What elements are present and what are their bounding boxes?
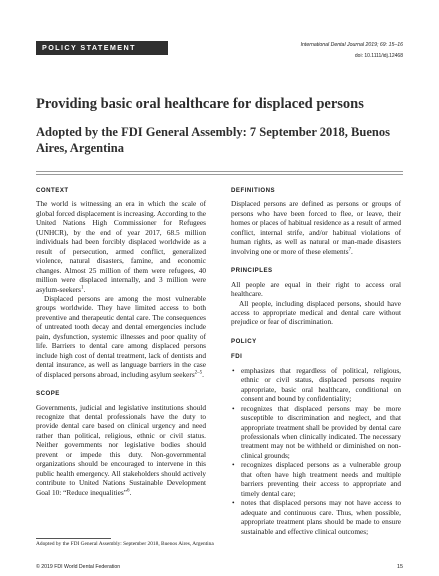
reference-link[interactable]: 6 — [126, 488, 130, 494]
context-paragraph-2: Displaced persons are among the most vulnerable groups worldwide. They have limited access to both preventive and therapeutic dental care. The consequences of untreated tooth decay and dental emergencies include pain, dysfunction, systemic illnesses and poor quality of life. Barriers to dental care among displaced persons include high cost of dental treatment, lack of dentists and dental insurance, as well as language barriers in the case of displaced persons abroad, including asylum seekers$^{2-5}$. — [36, 293, 206, 379]
footnote-divider — [36, 538, 111, 539]
policy-bullet: • notes that displaced persons may not have access to adequate and continuous care. Thus, when possible, appropriate treatment plans should be made to ensure sustainable and effective clinical outcomes; — [231, 498, 401, 536]
copyright-notice: © 2019 FDI World Dental Federation — [36, 564, 121, 570]
definitions-paragraph-1: Displaced persons are defined as persons or groups of persons who have been forced to flee, or leave, their homes or places of habitual residence as a result of armed conflict, internal strife, and/or habitual violations of human rights, as well as natural or man-made disasters involving one or more of these elements$^7$. — [231, 199, 401, 256]
doi[interactable]: doi: 10.1111/idj.12468 — [354, 53, 403, 59]
principles-paragraph-1: All people are equal in their right to access oral healthcare. — [231, 279, 401, 299]
journal-citation: International Dental Journal 2019; 69: 15–16 — [300, 42, 403, 48]
title-divider-bottom — [36, 174, 403, 175]
policy-subheading-fdi: FDI — [231, 353, 243, 361]
context-paragraph-1: The world is witnessing an era in which the scale of global forced displacement is increasing. According to the United Nations High Commissioner for Refugees (UNHCR), by the end of year 2017, 68.5 million individuals had been forcibly displaced worldwide as a result of persecution, armed conflict, generalized violence, natural disasters, famine, and economic changes. Almost 25 million of them were refugees, 40 million were displaced internally, and 3 million were asylum-seekers$^1$. — [36, 199, 206, 294]
article-title: Providing basic oral healthcare for displaced persons — [36, 96, 364, 112]
right-column — [231, 186, 401, 536]
left-column — [36, 186, 206, 497]
reference-link[interactable]: 1 — [80, 285, 84, 291]
policy-bullet: • recognizes displaced persons as a vulnerable group that often have high treatment needs and multiple barriers preventing their access to appropriate and timely dental care; — [231, 460, 401, 498]
policy-bullet-list — [231, 366, 401, 536]
reference-link[interactable]: 2–5 — [194, 370, 203, 376]
principles-paragraph-2: All people, including displaced persons, should have access to appropriate medical and dental care without prejudice or fear of discrimination. — [231, 298, 401, 327]
policy-statement-badge: POLICY STATEMENT — [36, 41, 168, 55]
section-heading-scope: SCOPE — [36, 390, 60, 398]
scope-paragraph-1: Governments, judicial and legislative institutions should recognize that dental professionals have the duty to provide dental care based on clinical urgency and need rather than political, religious, ethnic or civil status. Neither governments nor legislative bodies should prevent or impede this duty. Non-governmental organizations should be encouraged to intervene in this public health emergency. All stakeholders should actively contribute to United Nations Sustainable Development Goal 10: “Reduce inequalities”$^6$. — [36, 402, 206, 497]
adoption-footnote: Adopted by the FDI General Assembly: September 2018, Buenos Aires, Argentina — [36, 541, 214, 547]
reference-link[interactable]: 7 — [348, 247, 352, 253]
section-heading-context: CONTEXT — [36, 187, 69, 194]
policy-bullet: • emphasizes that regardless of political, religious, ethnic or civil status, displaced persons require appropriate, basic oral healthcare, conditional on consent and bound by confidentiality; — [231, 366, 401, 404]
section-heading-policy: POLICY — [231, 337, 257, 345]
page-number: 15 — [397, 564, 403, 570]
title-divider-top — [36, 171, 403, 172]
section-heading-principles: PRINCIPLES — [231, 267, 273, 275]
section-heading-definitions: DEFINITIONS — [231, 187, 276, 194]
article-subtitle: Adopted by the FDI General Assembly: 7 September 2018, Buenos Aires, Argentina — [36, 125, 390, 155]
policy-bullet: • recognizes that displaced persons may be more susceptible to discrimination and neglect, and that appropriate treatment shall be provided by dental care professionals when clinically indicated. The necessary treatment may not be withheld or diminished on non-clinical grounds; — [231, 404, 401, 461]
